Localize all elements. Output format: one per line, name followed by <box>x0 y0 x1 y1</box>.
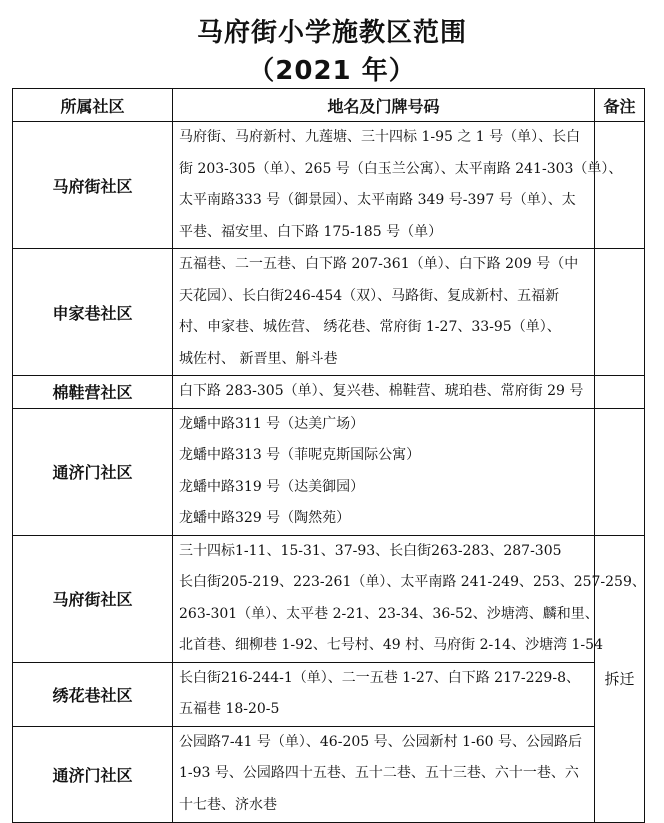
header-community: 所属社区 <box>13 89 173 122</box>
demolition-note: 拆迁 <box>595 535 645 822</box>
table-row <box>13 662 645 726</box>
address-line: 马府街、马府新村、九莲塘、三十四标 1-95 之 1 号（单）、长白 <box>179 129 581 145</box>
page-subtitle-year: （2021 年） <box>248 56 416 86</box>
note-cell <box>595 122 645 249</box>
address-line: 公园路7-41 号（单）、46-205 号、公园新村 1-60 号、公园路后 <box>179 733 582 750</box>
community-cell: 绣花巷社区 <box>13 662 173 726</box>
address-cell <box>173 726 595 822</box>
note-cell <box>595 408 645 535</box>
page-title: 马府街小学施教区范围 <box>196 18 467 48</box>
address-line: 龙蟠中路313 号（菲呢克斯国际公寓） <box>179 447 421 463</box>
address-line: 263-301（单）、太平巷 2-21、23-34、36-52、沙塘湾、麟和里、 <box>179 605 599 622</box>
address-line: 十七巷、济水巷 <box>179 796 277 813</box>
header-addresses: 地名及门牌号码 <box>173 89 595 122</box>
community-cell: 马府街社区 <box>13 122 173 249</box>
community-cell: 通济门社区 <box>13 408 173 535</box>
table-header-row <box>13 89 645 122</box>
address-cell <box>173 122 623 249</box>
table-row <box>13 376 645 409</box>
address-line: 太平南路333 号（御景园）、太平南路 349 号-397 号（单）、太 <box>179 192 576 208</box>
address-line: 龙蟠中路319 号（达美御园） <box>179 478 365 495</box>
community-cell: 申家巷社区 <box>13 249 173 376</box>
address-line: 1-93 号、公园路四十五巷、五十二巷、五十三巷、六十一巷、六 <box>179 765 579 781</box>
community-cell: 棉鞋营社区 <box>13 376 173 409</box>
table-row <box>13 122 645 249</box>
address-line: 白下路 283-305（单）、复兴巷、棉鞋营、琥珀巷、常府街 29 号 <box>179 383 584 399</box>
address-cell <box>173 249 595 376</box>
address-line: 长白街216-244-1（单）、二一五巷 1-27、白下路 217-229-8、 <box>179 669 580 686</box>
address-line: 五福巷、二一五巷、白下路 207-361（单）、白下路 209 号（中 <box>179 256 579 272</box>
address-line: 街 203-305（单）、265 号（白玉兰公寓）、太平南路 241-303（单）、 <box>179 160 623 177</box>
address-line: 龙蟠中路329 号（陶然苑） <box>179 510 351 526</box>
community-cell: 马府街社区 <box>13 535 173 662</box>
address-line: 三十四标1-11、15-31、37-93、长白街263-283、287-305 <box>179 542 562 559</box>
address-line: 村、申家巷、城佐营、 绣花巷、常府街 1-27、33-95（单）、 <box>179 319 561 335</box>
note-cell <box>595 376 645 409</box>
address-line: 平巷、福安里、白下路 175-185 号（单） <box>179 223 443 240</box>
address-line: 城佐村、 新晋里、斛斗巷 <box>179 350 338 367</box>
address-cell <box>173 408 595 535</box>
address-line: 长白街205-219、223-261（单）、太平南路 241-249、253、257-259、 <box>179 574 646 590</box>
address-cell <box>173 376 595 409</box>
address-line: 龙蟠中路311 号（达美广场） <box>179 415 365 432</box>
school-district-table <box>12 88 645 823</box>
table-row <box>13 726 645 822</box>
table-row <box>13 249 645 376</box>
address-line: 北首巷、细柳巷 1-92、七号村、49 村、马府街 2-14、沙塘湾 1-54 <box>179 637 603 653</box>
header-note: 备注 <box>595 89 645 122</box>
community-cell: 通济门社区 <box>13 726 173 822</box>
address-cell <box>173 535 646 662</box>
address-cell <box>173 662 595 726</box>
address-line: 天花园）、长白街246-454（双）、马路街、复成新村、五福新 <box>179 287 560 304</box>
table-row <box>13 408 645 535</box>
table-row <box>13 535 645 662</box>
address-line: 五福巷 18-20-5 <box>179 701 280 717</box>
note-cell <box>595 249 645 376</box>
